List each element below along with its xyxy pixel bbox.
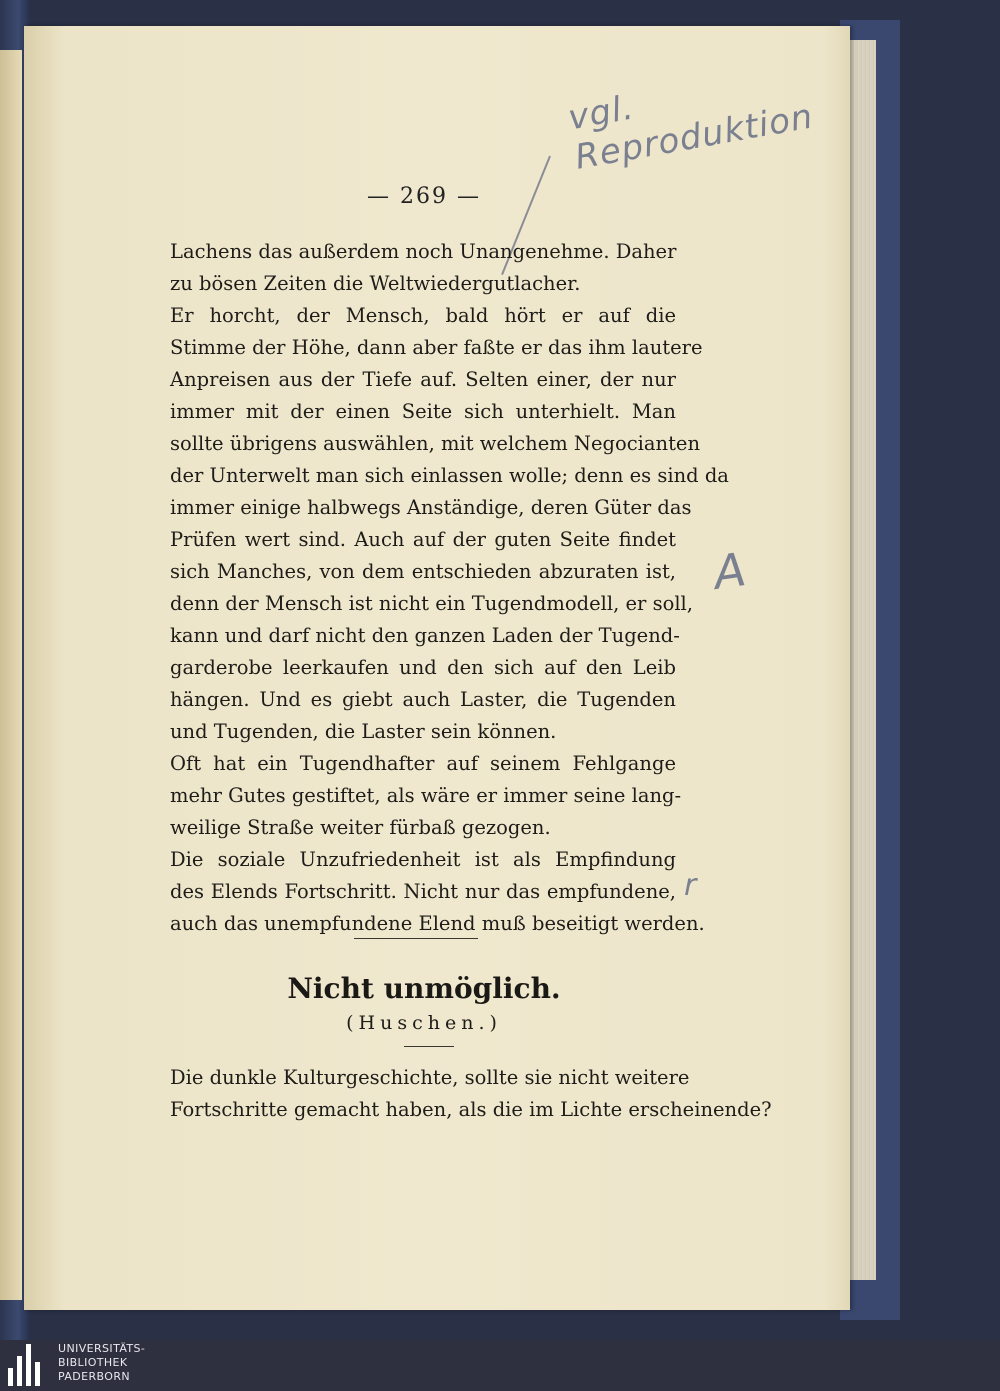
text-line: und Tugenden, die Laster sein können. [170, 720, 557, 743]
text-line: garderobe leerkaufen und den sich auf den Leib [170, 656, 676, 679]
text-line: Fortschritte gemacht haben, als die im Lichte erscheinende? [170, 1098, 772, 1121]
text-line: kann und darf nicht den ganzen Laden der Tugend- [170, 624, 680, 647]
section-author: (Huschen.) [346, 1012, 502, 1034]
text-line: weilige Straße weiter fürbaß gezogen. [170, 816, 551, 839]
body-text-section-2 [170, 1062, 772, 1126]
library-name-line-3: PADERBORN [58, 1370, 131, 1383]
text-line: immer mit der einen Seite sich unterhielt. Man [170, 400, 676, 423]
section-divider [354, 938, 478, 939]
page-number: — 269 — [367, 184, 481, 209]
text-line: der Unterwelt man sich einlassen wolle; denn es sind da [170, 464, 729, 487]
text-line: sollte übrigens auswählen, mit welchem Negocianten [170, 432, 701, 455]
text-line: Stimme der Höhe, dann aber faßte er das ihm lautere [170, 336, 703, 359]
text-line: Oft hat ein Tugendhafter auf seinem Fehlgange [170, 752, 676, 775]
text-line: Lachens das außerdem noch Unangenehme. Daher [170, 240, 677, 263]
text-line: Prüfen wert sind. Auch auf der guten Seite findet [170, 528, 676, 551]
text-line: mehr Gutes gestiftet, als wäre er immer seine lang- [170, 784, 682, 807]
left-page-edge [0, 50, 22, 1300]
library-name-line-2: BIBLIOTHEK [58, 1356, 128, 1369]
text-line: sich Manches, von dem entschieden abzuraten ist, [170, 560, 676, 583]
handwritten-note-margin-lower: r [684, 868, 697, 903]
text-line: Er horcht, der Mensch, bald hört er auf die [170, 304, 676, 327]
heading-divider [404, 1046, 454, 1047]
library-logo-icon [8, 1344, 50, 1386]
text-line: denn der Mensch ist nicht ein Tugendmodell, er soll, [170, 592, 693, 615]
text-line: auch das unempfundene Elend muß beseitigt werden. [170, 912, 705, 935]
book-page [24, 26, 850, 1310]
library-name-line-1: UNIVERSITÄTS- [58, 1342, 146, 1355]
library-footer [0, 1340, 1000, 1391]
text-line: Anpreisen aus der Tiefe auf. Selten einer, der nur [170, 368, 676, 391]
page-edges [848, 40, 876, 1280]
handwritten-note-margin: A [710, 542, 750, 600]
text-line: Die soziale Unzufriedenheit ist als Empfindung [170, 848, 676, 871]
text-line: des Elends Fortschritt. Nicht nur das empfundene, [170, 880, 676, 903]
library-name [58, 1342, 145, 1384]
body-text-section-1 [170, 236, 729, 940]
text-line: Die dunkle Kulturgeschichte, sollte sie nicht weitere [170, 1066, 690, 1089]
text-line: zu bösen Zeiten die Weltwiedergutlacher. [170, 272, 581, 295]
text-line: hängen. Und es giebt auch Laster, die Tugenden [170, 688, 676, 711]
section-heading: Nicht unmöglich. [287, 972, 561, 1005]
handwritten-note-top: vgl. Reproduktion [565, 87, 817, 178]
text-line: immer einige halbwegs Anständige, deren Güter das [170, 496, 692, 519]
